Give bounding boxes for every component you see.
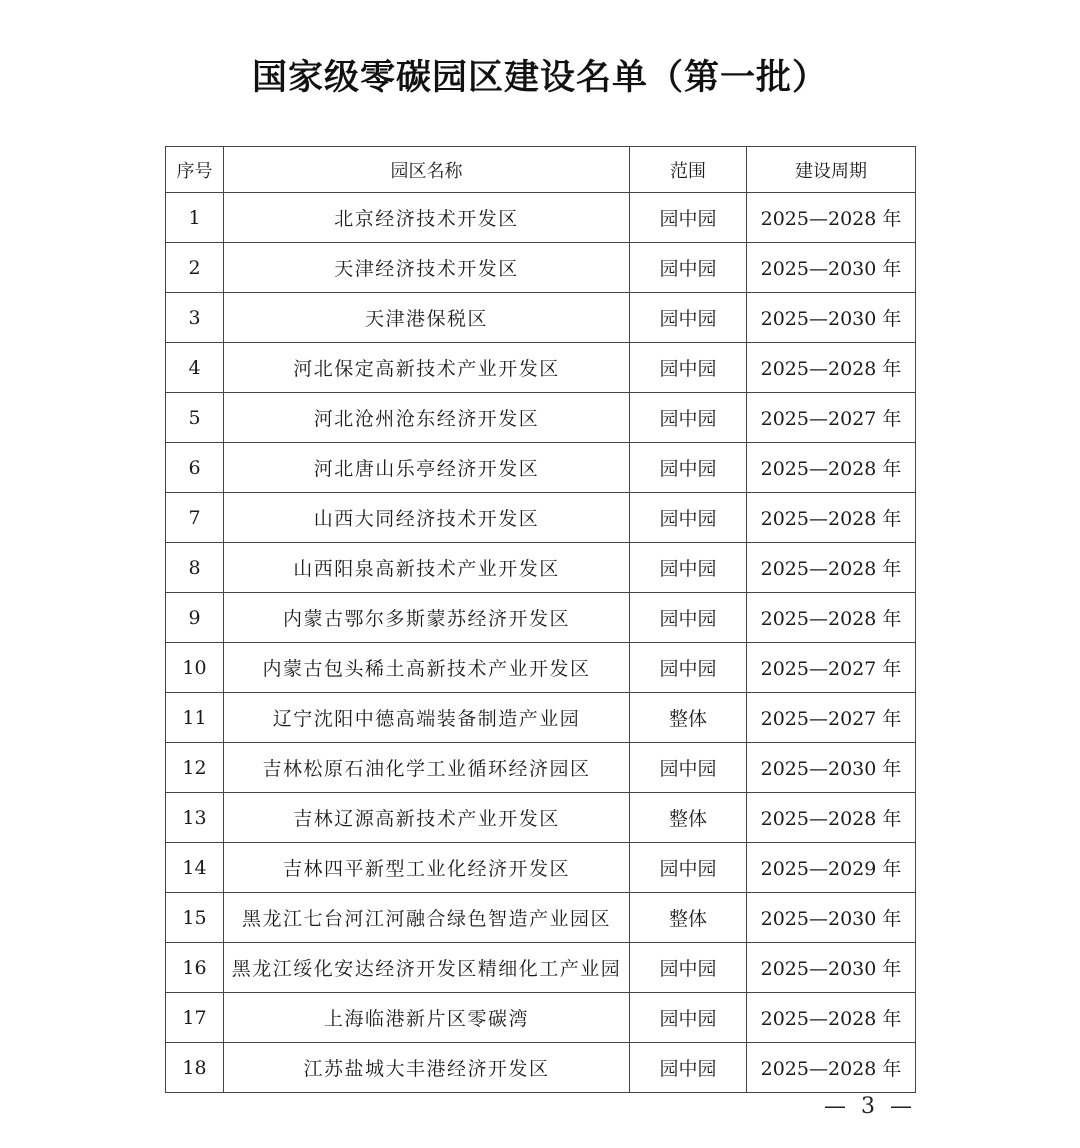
cell-period: 2025—2029 年 bbox=[747, 843, 916, 893]
table-row bbox=[166, 543, 916, 593]
cell-no: 6 bbox=[166, 443, 224, 493]
cell-period: 2025—2030 年 bbox=[747, 293, 916, 343]
cell-period: 2025—2028 年 bbox=[747, 993, 916, 1043]
cell-name: 天津港保税区 bbox=[224, 293, 630, 343]
cell-name: 河北唐山乐亭经济开发区 bbox=[224, 443, 630, 493]
cell-period: 2025—2027 年 bbox=[747, 643, 916, 693]
cell-no: 15 bbox=[166, 893, 224, 943]
cell-no: 17 bbox=[166, 993, 224, 1043]
cell-period: 2025—2028 年 bbox=[747, 793, 916, 843]
cell-no: 4 bbox=[166, 343, 224, 393]
cell-period: 2025—2028 年 bbox=[747, 543, 916, 593]
cell-no: 18 bbox=[166, 1043, 224, 1093]
cell-scope: 整体 bbox=[630, 893, 747, 943]
cell-scope: 整体 bbox=[630, 793, 747, 843]
cell-no: 9 bbox=[166, 593, 224, 643]
table-row bbox=[166, 243, 916, 293]
park-list-table bbox=[165, 146, 916, 1093]
cell-scope: 园中园 bbox=[630, 743, 747, 793]
table-row bbox=[166, 893, 916, 943]
table-row bbox=[166, 693, 916, 743]
cell-no: 3 bbox=[166, 293, 224, 343]
cell-name: 吉林四平新型工业化经济开发区 bbox=[224, 843, 630, 893]
cell-name: 内蒙古鄂尔多斯蒙苏经济开发区 bbox=[224, 593, 630, 643]
cell-no: 7 bbox=[166, 493, 224, 543]
cell-name: 辽宁沈阳中德高端装备制造产业园 bbox=[224, 693, 630, 743]
cell-no: 14 bbox=[166, 843, 224, 893]
cell-scope: 园中园 bbox=[630, 293, 747, 343]
cell-no: 8 bbox=[166, 543, 224, 593]
cell-scope: 园中园 bbox=[630, 543, 747, 593]
table-row bbox=[166, 443, 916, 493]
cell-period: 2025—2027 年 bbox=[747, 393, 916, 443]
table-row bbox=[166, 393, 916, 443]
page-number: — 3 — bbox=[824, 1094, 916, 1119]
cell-no: 11 bbox=[166, 693, 224, 743]
cell-period: 2025—2030 年 bbox=[747, 943, 916, 993]
cell-name: 江苏盐城大丰港经济开发区 bbox=[224, 1043, 630, 1093]
cell-period: 2025—2028 年 bbox=[747, 443, 916, 493]
cell-name: 天津经济技术开发区 bbox=[224, 243, 630, 293]
header-no: 序号 bbox=[166, 147, 224, 193]
cell-scope: 园中园 bbox=[630, 493, 747, 543]
table-row bbox=[166, 293, 916, 343]
header-name: 园区名称 bbox=[224, 147, 630, 193]
cell-no: 16 bbox=[166, 943, 224, 993]
cell-period: 2025—2028 年 bbox=[747, 193, 916, 243]
table-row bbox=[166, 193, 916, 243]
cell-name: 北京经济技术开发区 bbox=[224, 193, 630, 243]
cell-period: 2025—2030 年 bbox=[747, 243, 916, 293]
cell-name: 黑龙江绥化安达经济开发区精细化工产业园 bbox=[224, 943, 630, 993]
cell-period: 2025—2028 年 bbox=[747, 593, 916, 643]
cell-no: 13 bbox=[166, 793, 224, 843]
header-scope: 范围 bbox=[630, 147, 747, 193]
table-row bbox=[166, 593, 916, 643]
cell-period: 2025—2028 年 bbox=[747, 1043, 916, 1093]
cell-no: 2 bbox=[166, 243, 224, 293]
cell-no: 10 bbox=[166, 643, 224, 693]
cell-name: 内蒙古包头稀土高新技术产业开发区 bbox=[224, 643, 630, 693]
cell-name: 山西大同经济技术开发区 bbox=[224, 493, 630, 543]
cell-scope: 园中园 bbox=[630, 193, 747, 243]
table-row bbox=[166, 343, 916, 393]
table-row bbox=[166, 793, 916, 843]
table-row bbox=[166, 493, 916, 543]
cell-scope: 园中园 bbox=[630, 243, 747, 293]
cell-scope: 园中园 bbox=[630, 593, 747, 643]
cell-name: 山西阳泉高新技术产业开发区 bbox=[224, 543, 630, 593]
cell-scope: 园中园 bbox=[630, 843, 747, 893]
cell-no: 12 bbox=[166, 743, 224, 793]
table-row bbox=[166, 743, 916, 793]
table-header-row bbox=[166, 147, 916, 193]
cell-name: 吉林松原石油化学工业循环经济园区 bbox=[224, 743, 630, 793]
table-row bbox=[166, 943, 916, 993]
cell-scope: 园中园 bbox=[630, 993, 747, 1043]
cell-name: 吉林辽源高新技术产业开发区 bbox=[224, 793, 630, 843]
cell-scope: 园中园 bbox=[630, 443, 747, 493]
cell-name: 河北保定高新技术产业开发区 bbox=[224, 343, 630, 393]
cell-period: 2025—2030 年 bbox=[747, 743, 916, 793]
cell-scope: 园中园 bbox=[630, 393, 747, 443]
cell-no: 1 bbox=[166, 193, 224, 243]
cell-period: 2025—2028 年 bbox=[747, 493, 916, 543]
table-row bbox=[166, 993, 916, 1043]
header-period: 建设周期 bbox=[747, 147, 916, 193]
cell-scope: 园中园 bbox=[630, 1043, 747, 1093]
table-row bbox=[166, 1043, 916, 1093]
cell-scope: 园中园 bbox=[630, 943, 747, 993]
cell-period: 2025—2028 年 bbox=[747, 343, 916, 393]
cell-name: 黑龙江七台河江河融合绿色智造产业园区 bbox=[224, 893, 630, 943]
cell-period: 2025—2027 年 bbox=[747, 693, 916, 743]
cell-scope: 园中园 bbox=[630, 343, 747, 393]
cell-period: 2025—2030 年 bbox=[747, 893, 916, 943]
table-row bbox=[166, 643, 916, 693]
cell-scope: 整体 bbox=[630, 693, 747, 743]
cell-name: 河北沧州沧东经济开发区 bbox=[224, 393, 630, 443]
table-row bbox=[166, 843, 916, 893]
cell-scope: 园中园 bbox=[630, 643, 747, 693]
document-title: 国家级零碳园区建设名单（第一批） bbox=[251, 58, 828, 98]
cell-no: 5 bbox=[166, 393, 224, 443]
cell-name: 上海临港新片区零碳湾 bbox=[224, 993, 630, 1043]
